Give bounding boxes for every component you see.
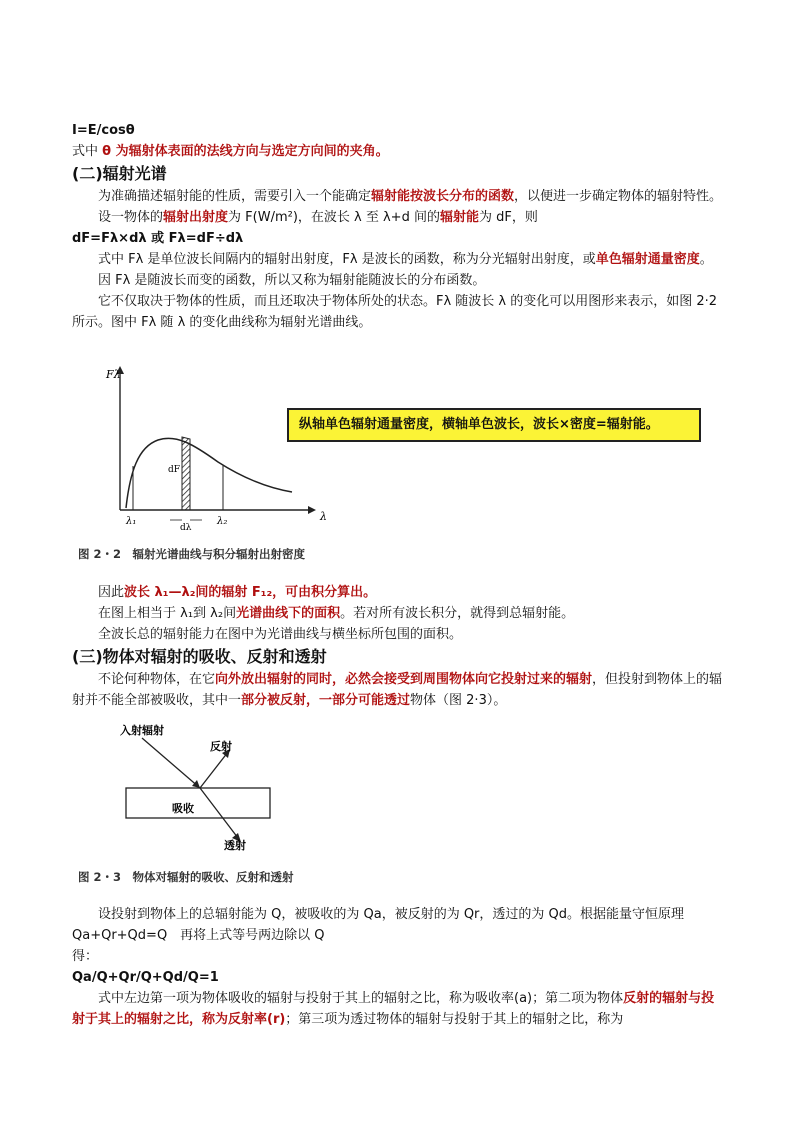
document-body-2 — [72, 582, 724, 711]
x-axis-arrow — [308, 506, 316, 514]
figure-2-2 — [78, 362, 338, 532]
paragraph-exitance: 设一物体的辐射出射度为 F(W/m²)，在波长 λ 至 λ+d 间的辐射能为 dF，则 — [98, 210, 538, 225]
paragraph-curve-description: 它不仅取决于物体的性质，而且还取决于物体所处的状态。Fλ 随波长 λ 的变化可以用图形来表示，如图 2·2 所示。图中 Fλ 随 λ 的变化曲线称为辐射光谱曲线。 — [72, 294, 718, 330]
reflected-ray — [200, 752, 228, 788]
reflect-label: 反射 — [210, 740, 232, 753]
paragraph-spectrum-intro: 为准确描述辐射能的性质，需要引入一个能确定辐射能按波长分布的函数，以便进一步确定物体的辐射特性。 — [98, 189, 723, 204]
document-body-3 — [72, 904, 724, 1030]
paragraph-distribution-function: 因 Fλ 是随波长而变的函数，所以又称为辐射能随波长的分布函数。 — [98, 273, 486, 288]
incident-ray — [142, 738, 200, 788]
formula-ratio: Qa/Q+Qr/Q+Qd/Q=1 — [72, 970, 219, 985]
paragraph-theta: 式中 θ 为辐射体表面的法线方向与选定方向间的夹角。 — [72, 144, 389, 159]
lambda1-label: λ₁ — [126, 516, 137, 527]
figure-2-2-caption: 图 2・2 辐射光谱曲线与积分辐射出射密度 — [78, 547, 306, 561]
object-slab — [126, 788, 270, 818]
formula-intensity: I=E/cosθ — [72, 123, 135, 138]
paragraph-absorption-intro: 不论何种物体，在它向外放出辐射的同时，必然会接受到周围物体向它投射过来的辐射，但投射到物体上的辐射并不能全部被吸收，其中一部分被反射，一部分可能透过物体（图 2·3）。 — [72, 672, 723, 708]
paragraph-spectral-exitance: 式中 Fλ 是单位波长间隔内的辐射出射度，Fλ 是波长的函数，称为分光辐射出射度，或单色辐射通量密度。 — [98, 252, 713, 267]
figure-2-3-caption: 图 2・3 物体对辐射的吸收、反射和透射 — [78, 870, 294, 884]
lambda2-label: λ₂ — [217, 516, 228, 527]
absorption-diagram — [100, 722, 330, 852]
paragraph-ratios: 式中左边第一项为物体吸收的辐射与投射于其上的辐射之比，称为吸收率(a)；第二项为物体反射的辐射与投射于其上的辐射之比，称为反射率(r)；第三项为透过物体的辐射与投射于其上的辐射之比，称为 — [72, 991, 715, 1027]
incident-label: 入射辐射 — [120, 724, 164, 737]
dF-strip — [182, 437, 190, 510]
x-axis-label: λ — [320, 510, 327, 523]
paragraph-total-energy: 全波长总的辐射能力在图中为光谱曲线与横坐标所包围的面积。 — [98, 627, 463, 642]
absorb-label: 吸收 — [172, 802, 194, 815]
transmitted-ray — [200, 788, 238, 838]
paragraph-energy-conservation: 设投射到物体上的总辐射能为 Q，被吸收的为 Qa，被反射的为 Qr，透过的为 Qd。根据能量守恒原理 Qa+Qr+Qd=Q 再将上式等号两边除以 Q — [72, 907, 685, 943]
spectral-curve-diagram — [78, 362, 338, 532]
paragraph-area: 在图上相当于 λ₁到 λ₂间光谱曲线下的面积。若对所有波长积分，就得到总辐射能。 — [98, 606, 575, 621]
paragraph-result: 得： — [72, 949, 99, 964]
transmit-label: 透射 — [224, 839, 246, 852]
document-body — [72, 120, 724, 333]
heading-radiation-spectrum: (二)辐射光谱 — [72, 164, 167, 183]
figure-2-3 — [100, 722, 330, 852]
callout-note: 纵轴单色辐射通量密度，横轴单色波长，波长×密度=辐射能。 — [287, 408, 701, 442]
spectral-curve — [126, 438, 292, 508]
heading-absorption: (三)物体对辐射的吸收、反射和透射 — [72, 647, 327, 666]
formula-dF: dF=Fλ×dλ 或 Fλ=dF÷dλ — [72, 231, 244, 246]
dlambda-label: dλ — [180, 523, 192, 532]
dF-label: dF — [168, 465, 181, 475]
y-axis-label: Fλ — [106, 368, 121, 381]
paragraph-integral: 因此波长 λ₁—λ₂间的辐射 F₁₂，可由积分算出。 — [98, 585, 377, 600]
